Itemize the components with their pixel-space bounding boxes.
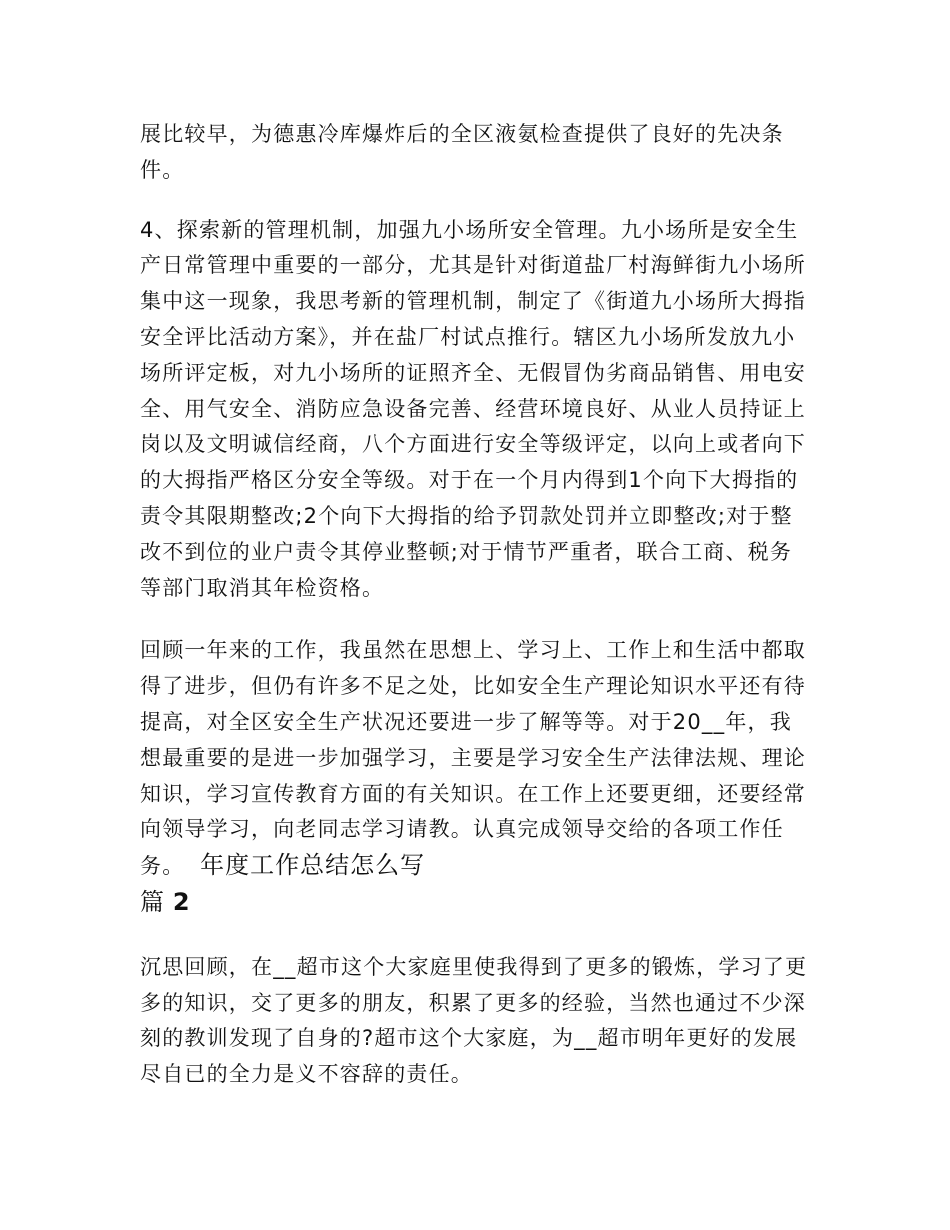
section-heading-title: 年度工作总结怎么写 — [200, 851, 426, 880]
paragraph-3 — [140, 633, 812, 921]
paragraph-2: 4、探索新的管理机制，加强九小场所安全管理。九小场所是安全生产日常管理中重要的一部分，尤其是针对街道盐厂村海鲜街九小场所集中这一现象，我思考新的管理机制，制定了《街道九小场所大拇指安全评比活动方案》，并在盐厂村试点推行。辖区九小场所发放九小场所评定板，对九小场所的证照齐全、无假冒伪劣商品销售、用电安全、用气安全、消防应急设备完善、经营环境良好、从业人员持证上岗以及文明诚信经商，八个方面进行安全等级评定，以向上或者向下的大拇指严格区分安全等级。对于在一个月内得到1个向下大拇指的责令其限期整改;2个向下大拇指的给予罚款处罚并立即整改;对于整改不到位的业户责令其停业整顿;对于情节严重者，联合工商、税务等部门取消其年检资格。 — [140, 217, 806, 600]
section-heading-prefix: 篇 — [140, 887, 165, 916]
document-page — [140, 117, 812, 1093]
paragraph-3-text: 回顾一年来的工作，我虽然在思想上、学习上、工作上和生活中都取得了进步，但仍有许多不足之处，比如安全生产理论知识水平还有待提高，对全区安全生产状况还要进一步了解等等。对于20__年，我想最重要的是进一步加强学习，主要是学习安全生产法律法规、理论知识，学习宣传教育方面的有关知识。在工作上还要更细，还要经常向领导学习，向老同志学习请教。认真完成领导交给的各项工作任务。 — [140, 638, 806, 879]
section-heading-number: 2 — [172, 887, 191, 916]
paragraph-4: 沉思回顾，在__超市这个大家庭里使我得到了更多的锻炼，学习了更多的知识，交了更多的朋友，积累了更多的经验，当然也通过不少深刻的教训发现了自身的?超市这个大家庭，为__超市明年更好的发展尽自已的全力是义不容辞的责任。 — [140, 954, 808, 1087]
paragraph-1: 展比较早，为德惠冷库爆炸后的全区液氨检查提供了良好的先决条件。 — [140, 122, 784, 182]
